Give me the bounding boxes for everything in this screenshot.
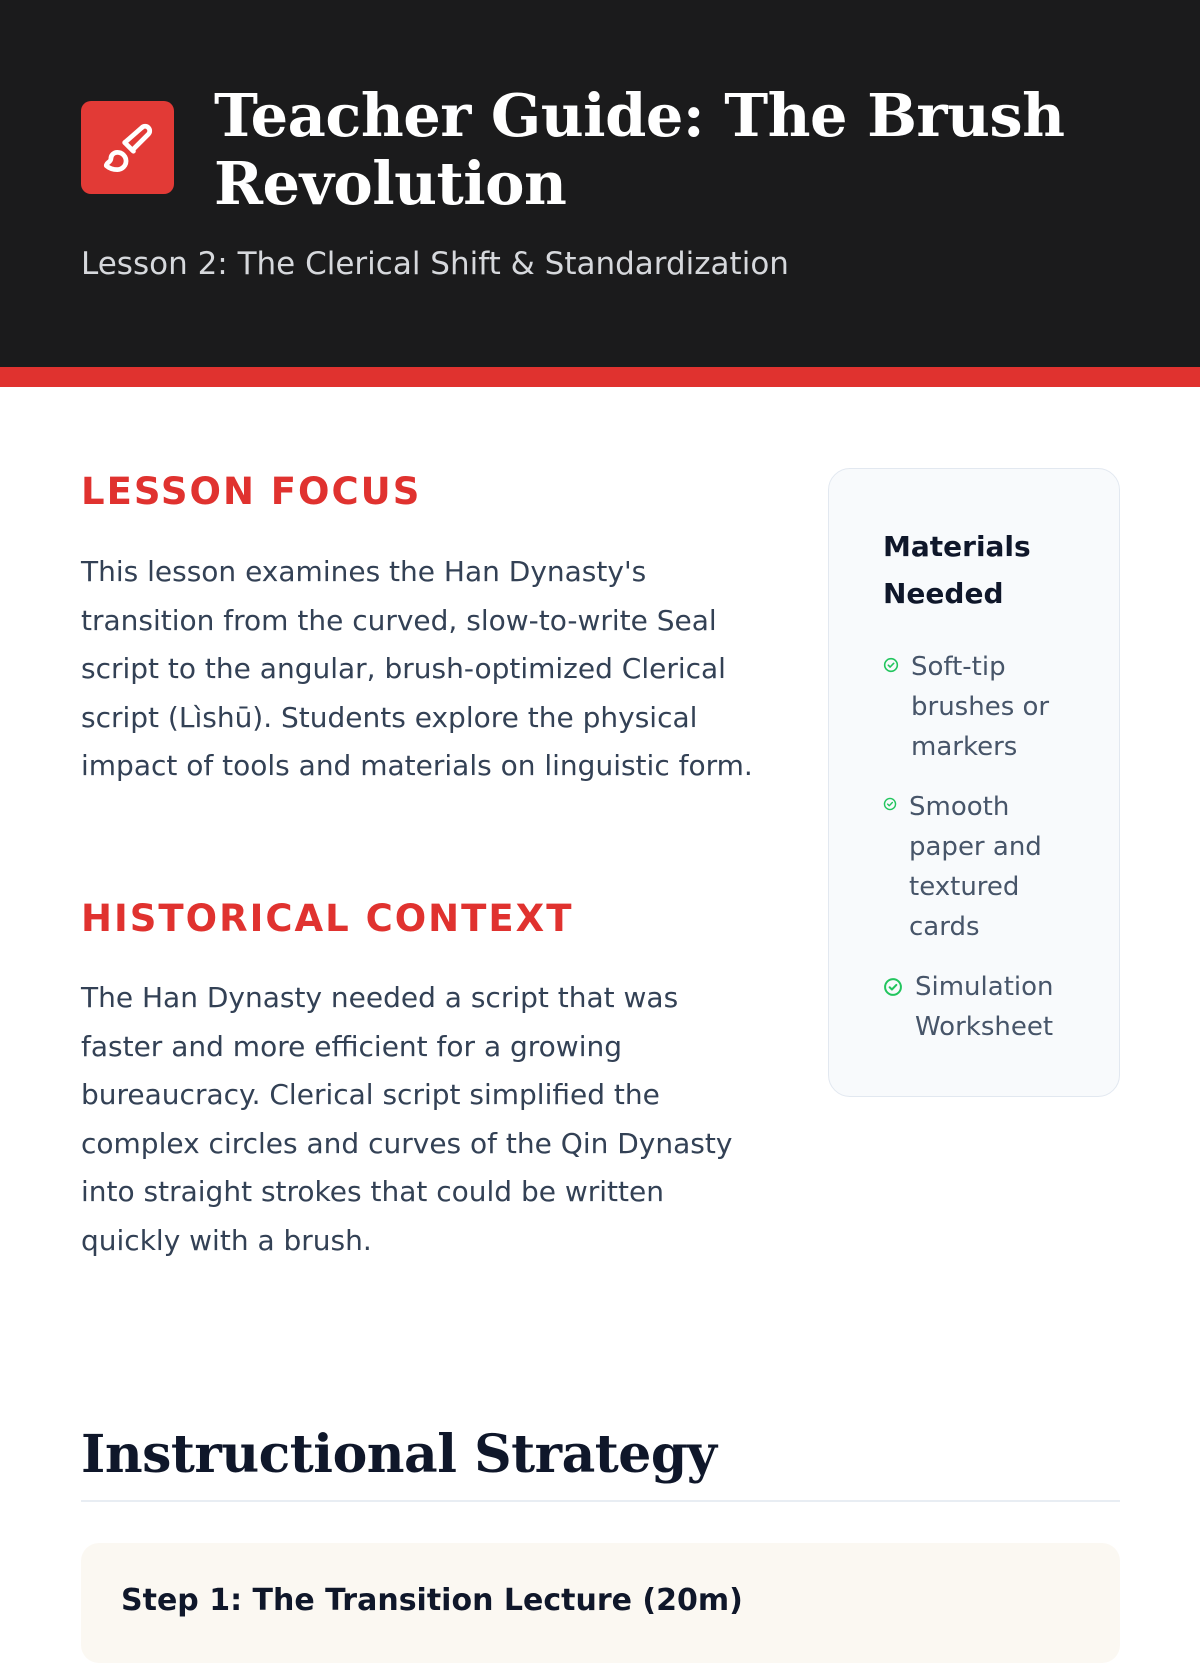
material-label: Smooth paper and textured cards [909, 792, 1042, 942]
instructional-strategy-heading: Instructional Strategy [81, 1424, 717, 1485]
paintbrush-icon [102, 122, 154, 174]
page-title: Teacher Guide: The Brush Revolution [214, 81, 1065, 218]
materials-card [828, 468, 1120, 1097]
step-title: Step 1: The Transition Lecture (20m) [121, 1583, 743, 1618]
check-circle-icon [883, 657, 899, 673]
logo-badge [81, 101, 174, 194]
material-label: Soft-tip brushes or markers [911, 652, 1050, 762]
lesson-focus-heading: LESSON FOCUS [81, 470, 422, 513]
historical-context-text: The Han Dynasty needed a script that was faster and more efficient for a growing bureaucracy. Clerical script simplified the complex circles and curves of the Qin Dynasty into straight strokes that could be written quickly with a brush. [81, 981, 733, 1257]
lesson-focus-text: This lesson examines the Han Dynasty's transition from the curved, slow-to-write Seal script to the angular, brush-optimized Clerical script (Lìshū). Students explore the physical impact of tools and materials on linguistic form. [81, 555, 753, 783]
check-circle-icon [883, 797, 897, 811]
check-circle-icon [883, 977, 903, 997]
page-subtitle: Lesson 2: The Clerical Shift & Standardization [81, 246, 789, 282]
historical-context-heading: HISTORICAL CONTEXT [81, 897, 574, 940]
section-divider [81, 1500, 1120, 1502]
header-accent-stripe [0, 367, 1200, 387]
materials-title: Materials Needed [883, 530, 1031, 610]
material-label: Simulation Worksheet [915, 972, 1054, 1042]
step-card [81, 1543, 1120, 1663]
